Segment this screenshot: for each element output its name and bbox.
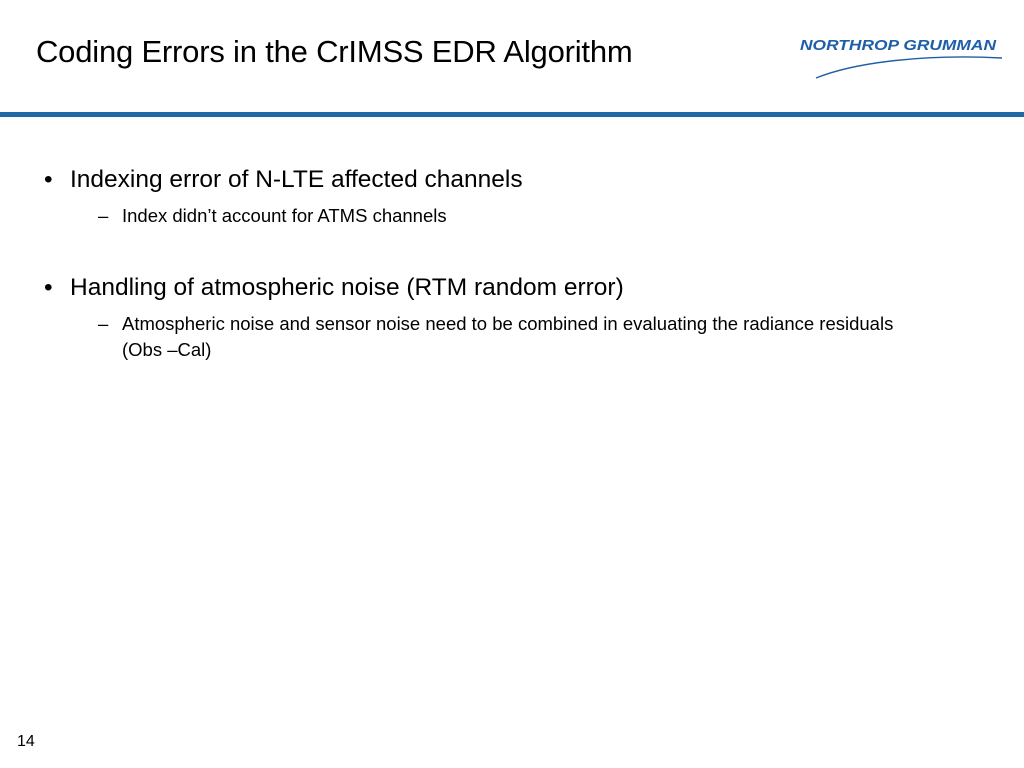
bullet-item [42,163,942,197]
slide-body [42,163,942,363]
page-number: 14 [17,733,35,750]
bullet-item [42,271,942,305]
sub-bullet-text: Atmospheric noise and sensor noise need to be combined in evaluating the radiance residuals (Obs –Cal) [122,313,894,360]
sub-bullet-marker: – [98,205,109,226]
sub-bullet-item [42,311,922,363]
sub-bullet-text: Index didn’t account for ATMS channels [122,205,447,226]
bullet-marker: • [44,166,53,193]
logo-wordmark: NORTHROP GRUMMAN [800,38,997,54]
sub-bullet-marker: – [98,313,109,334]
header-divider [0,112,1024,117]
sub-bullet-item [42,203,922,229]
northrop-grumman-logo [796,34,1004,82]
bullet-text: Indexing error of N-LTE affected channels [70,166,523,193]
bullet-marker: • [44,274,53,301]
slide-title: Coding Errors in the CrIMSS EDR Algorithm [36,34,633,69]
bullet-text: Handling of atmospheric noise (RTM random error) [70,274,624,301]
